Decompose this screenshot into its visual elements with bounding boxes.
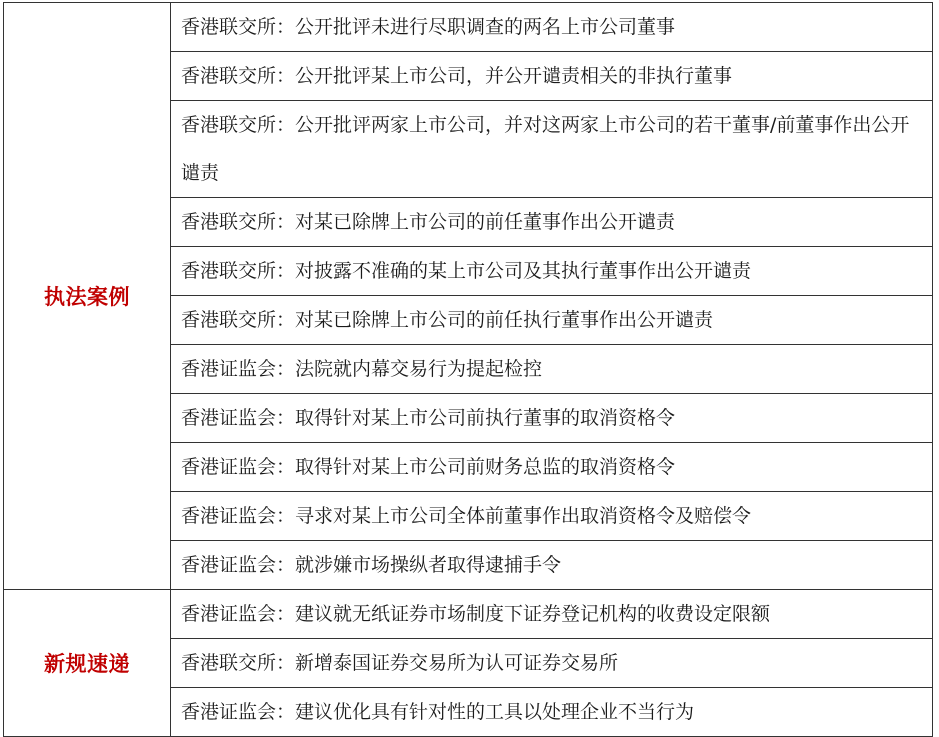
table-row xyxy=(4,3,933,52)
list-item: 香港联交所：对披露不准确的某上市公司及其执行董事作出公开谴责 xyxy=(171,247,933,296)
cases-table xyxy=(3,2,933,737)
list-item: 香港联交所：公开批评两家上市公司，并对这两家上市公司的若干董事/前董事作出公开谴责 xyxy=(171,101,933,198)
list-item: 香港联交所：对某已除牌上市公司的前任董事作出公开谴责 xyxy=(171,198,933,247)
list-item: 香港证监会：建议就无纸证券市场制度下证券登记机构的收费设定限额 xyxy=(171,590,933,639)
list-item: 香港联交所：对某已除牌上市公司的前任执行董事作出公开谴责 xyxy=(171,296,933,345)
list-item: 香港证监会：就涉嫌市场操纵者取得逮捕手令 xyxy=(171,541,933,590)
list-item: 香港证监会：取得针对某上市公司前执行董事的取消资格令 xyxy=(171,394,933,443)
list-item: 香港证监会：建议优化具有针对性的工具以处理企业不当行为 xyxy=(171,688,933,737)
category-new-regulations: 新规速递 xyxy=(4,590,171,737)
list-item: 香港联交所：公开批评某上市公司，并公开谴责相关的非执行董事 xyxy=(171,52,933,101)
list-item: 香港联交所：公开批评未进行尽职调查的两名上市公司董事 xyxy=(171,3,933,52)
table-row xyxy=(4,590,933,639)
list-item: 香港证监会：寻求对某上市公司全体前董事作出取消资格令及赔偿令 xyxy=(171,492,933,541)
list-item: 香港证监会：取得针对某上市公司前财务总监的取消资格令 xyxy=(171,443,933,492)
list-item: 香港证监会：法院就内幕交易行为提起检控 xyxy=(171,345,933,394)
list-item: 香港联交所：新增泰国证券交易所为认可证券交易所 xyxy=(171,639,933,688)
category-enforcement-cases: 执法案例 xyxy=(4,3,171,590)
